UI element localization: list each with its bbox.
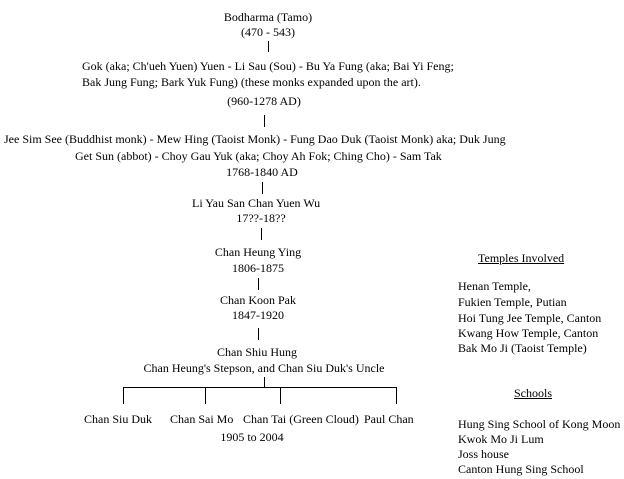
shiuhung-desc: Chan Heung's Stepson, and Chan Siu Duk's Uncle bbox=[143, 361, 385, 375]
connector-line bbox=[258, 328, 259, 340]
liyausan-names: Li Yau San Chan Yuen Wu bbox=[192, 196, 321, 210]
bodharma-name: Bodharma (Tamo) bbox=[223, 10, 313, 24]
connector-line bbox=[268, 41, 269, 52]
bodharma-dates: (470 - 543) bbox=[241, 25, 295, 39]
jee-line1: Jee Sim See (Buddhist monk) - Mew Hing (Taoist Monk) - Fung Dao Duk (Taoist Monk) aka; Duk Jung bbox=[4, 132, 506, 146]
temple-item: Fukien Temple, Putian bbox=[458, 295, 567, 309]
heungying-dates: 1806-1875 bbox=[232, 261, 284, 275]
child-paul-chan: Paul Chan bbox=[364, 412, 414, 426]
shiuhung-name: Chan Shiu Hung bbox=[216, 345, 298, 359]
branch-drop bbox=[396, 387, 397, 404]
jee-dates: 1768-1840 AD bbox=[226, 165, 298, 179]
jee-line2: Get Sun (abbot) - Choy Gau Yuk (aka; Choy Ah Fok; Ching Cho) - Sam Tak bbox=[75, 149, 442, 163]
gok-line1: Gok (aka; Ch'ueh Yuen) Yuen - Li Sau (Sou) - Bu Ya Fung (aka; Bai Yi Feng; bbox=[82, 59, 454, 73]
connector-line bbox=[261, 228, 262, 240]
connector-line bbox=[264, 377, 265, 387]
connector-line bbox=[262, 182, 263, 194]
connector-line bbox=[264, 115, 265, 127]
connector-line bbox=[258, 278, 259, 290]
schools-heading: Schools bbox=[514, 386, 553, 400]
koonpak-name: Chan Koon Pak bbox=[220, 293, 296, 307]
liyausan-dates: 17??-18?? bbox=[236, 211, 286, 225]
heungying-name: Chan Heung Ying bbox=[214, 245, 302, 259]
branch-drop bbox=[205, 387, 206, 404]
gok-line2: Bak Jung Fung; Bark Yuk Fung) (these monks expanded upon the art). bbox=[82, 75, 421, 89]
temple-item: Hoi Tung Jee Temple, Canton bbox=[458, 311, 602, 325]
school-item: Canton Hung Sing School bbox=[458, 462, 584, 476]
koonpak-dates: 1847-1920 bbox=[232, 308, 284, 322]
child-chan-sai-mo: Chan Sai Mo bbox=[170, 412, 234, 426]
school-item: Hung Sing School of Kong Moon bbox=[458, 417, 621, 431]
temple-item: Henan Temple, bbox=[458, 279, 531, 293]
branch-drop bbox=[123, 387, 124, 404]
temple-item: Kwang How Temple, Canton bbox=[458, 326, 599, 340]
child-chan-siu-duk: Chan Siu Duk bbox=[84, 412, 153, 426]
school-item: Kwok Mo Ji Lum bbox=[458, 432, 544, 446]
branch-drop bbox=[280, 387, 281, 404]
gok-dates: (960-1278 AD) bbox=[227, 94, 301, 108]
temples-heading: Temples Involved bbox=[478, 251, 565, 265]
children-dates: 1905 to 2004 bbox=[220, 430, 284, 444]
school-item: Joss house bbox=[458, 447, 510, 461]
temple-item: Bak Mo Ji (Taoist Temple) bbox=[458, 341, 587, 355]
branch-line bbox=[123, 387, 396, 388]
child-chan-tai: Chan Tai (Green Cloud) bbox=[243, 412, 359, 426]
